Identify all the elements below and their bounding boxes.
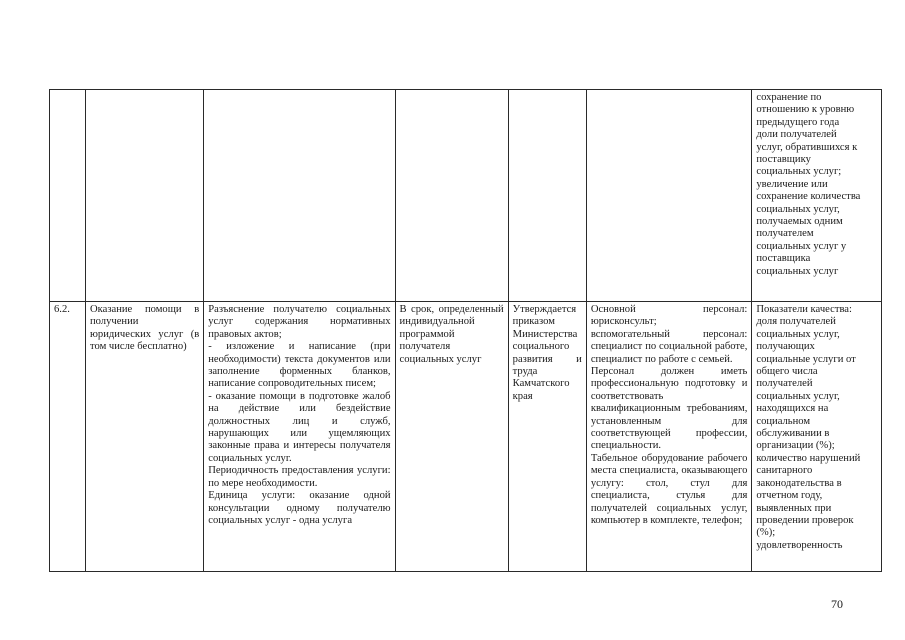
indicator-line: количество нарушений: [756, 452, 861, 464]
cell-indicators: [752, 90, 882, 302]
services-table: [49, 89, 882, 572]
indicator-line: социальных услуг,: [756, 203, 840, 215]
page-number: 70: [831, 597, 843, 611]
cell-name: [85, 90, 203, 302]
cell-conditions: [586, 90, 752, 302]
cell-description: [204, 90, 395, 302]
cell-number: 6.2.: [50, 302, 86, 572]
indicator-line: услуг, обратившихся к: [756, 141, 858, 153]
indicator-line: поставщику: [756, 154, 811, 166]
indicator-line: получаемых одним: [756, 216, 843, 228]
indicator-line: общего числа: [756, 366, 818, 378]
cell-conditions: [586, 302, 752, 572]
indicator-line: социальных услуг у: [756, 240, 847, 252]
indicator-line: отчетном году,: [756, 490, 823, 502]
cell-indicators: [752, 302, 882, 572]
table-row-6-2: [50, 302, 882, 572]
indicator-line: поставщика: [756, 253, 811, 265]
cell-tariff: [508, 90, 586, 302]
indicator-line: (%);: [756, 527, 776, 539]
indicator-line: санитарного: [756, 465, 813, 477]
indicator-line: социальном: [756, 415, 811, 427]
indicator-line: получателей: [756, 378, 813, 390]
indicator-line: социальных услуг,: [756, 328, 840, 340]
indicator-line: отношению к уровню: [756, 104, 855, 116]
description-paragraph: Единица услуги: оказание одной консультации одному получателю социальных услуг - одна услуга: [208, 490, 391, 526]
table-row-continuation: [50, 90, 882, 302]
indicator-line: выявленных при: [756, 502, 832, 514]
indicator-line: социальных услуг: [756, 265, 839, 277]
conditions-paragraph: вспомогательный персонал: специалист по социальной работе, специалист по работе с семьей.: [590, 328, 748, 365]
indicator-line: находящихся на: [756, 403, 829, 415]
conditions-paragraph: Табельное оборудование рабочего места специалиста, оказывающего услугу: стол, стул для специалиста, стулья для получателей социальных услуг, компьютер в комплекте, телефон;: [590, 452, 748, 526]
indicator-line: получателем: [756, 228, 814, 240]
indicator-line: социальные услуги от: [756, 353, 856, 365]
indicator-line: социальных услуг;: [756, 166, 842, 178]
cell-number: [50, 90, 86, 302]
description-paragraph: Разъяснение получателю социальных услуг содержания нормативных правовых актов;: [208, 304, 391, 340]
cell-term: [395, 90, 508, 302]
indicator-line: законодательства в: [756, 477, 842, 489]
cell-tariff: Утверждается приказом Министерства социального развития и труда Камчатского края: [508, 302, 586, 572]
cell-name: Оказание помощи в получении юридических услуг (в том числе бесплатно): [85, 302, 203, 572]
indicator-line: сохранение количества: [756, 191, 861, 203]
indicator-line: сохранение по: [756, 92, 822, 103]
indicator-line: организации (%);: [756, 440, 835, 452]
indicator-line: удовлетворенность: [756, 539, 843, 551]
description-paragraph: - изложение и написание (при необходимости) текста документов или заполнение форменных бланков, написание сопроводительных писем;: [208, 341, 391, 390]
conditions-paragraph: Персонал должен иметь профессиональную подготовку и соответствовать квалификационным требованиям, установленным для соответствующей профессии, специальности.: [590, 366, 748, 452]
indicator-line: доля получателей: [756, 316, 836, 328]
conditions-paragraph: Основной персонал: юрисконсульт;: [590, 304, 748, 328]
indicator-line: проведении проверок: [756, 514, 854, 526]
indicator-line: Показатели качества:: [756, 304, 852, 315]
description-paragraph: Периодичность предоставления услуги: по мере необходимости.: [208, 465, 391, 489]
description-paragraph: - оказание помощи в подготовке жалоб на действие или бездействие должностных лиц и служб, нарушающих или ущемляющих законные права и интересы получателя социальных услуг.: [208, 390, 391, 464]
cell-term: В срок, определенный индивидуальной программой получателя социальных услуг: [395, 302, 508, 572]
indicator-line: обслуживании в: [756, 428, 830, 440]
indicator-line: социальных услуг,: [756, 390, 840, 402]
indicator-line: предыдущего года: [756, 116, 840, 128]
cell-description: [204, 302, 395, 572]
indicator-line: доли получателей: [756, 129, 837, 141]
indicator-line: получающих: [756, 341, 815, 353]
indicator-line: увеличение или: [756, 178, 828, 190]
